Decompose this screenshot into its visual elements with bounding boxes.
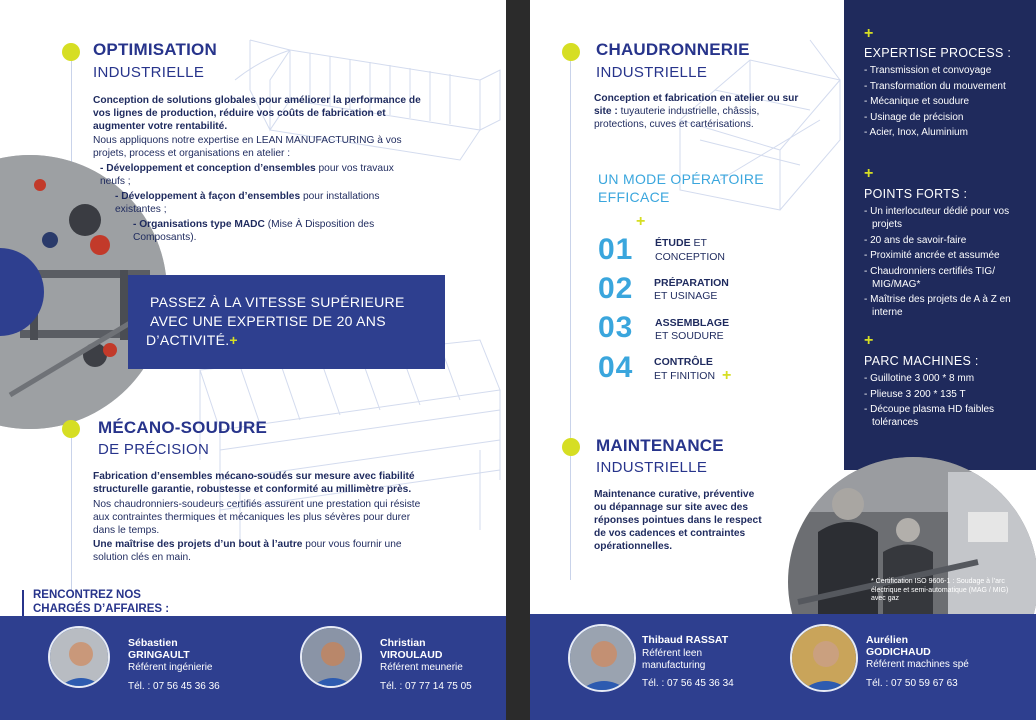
- bullet-1-rest: pour vos travaux neufs ;: [100, 163, 394, 187]
- step-label-secondary: ET USINAGE: [654, 290, 718, 302]
- contacts-heading-line-1: RENCONTREZ NOS: [33, 589, 141, 601]
- mode-title: UN MODE OPÉRATOIRE: [598, 171, 764, 187]
- maintenance-subtitle: INDUSTRIELLE: [596, 459, 708, 476]
- bullet-3-bold: - Organisations type MADC: [133, 219, 265, 230]
- list-item: - Usinage de précision: [864, 111, 964, 123]
- sidebar-heading-expertise: EXPERTISE PROCESS :: [864, 46, 1012, 60]
- contacts-heading-line-2: CHARGÉS D’AFFAIRES :: [33, 603, 170, 615]
- list-item: - Acier, Inox, Aluminium: [864, 127, 968, 138]
- mecano-paragraph-2: Nos chaudronniers-soudeurs certifiés assurent une prestation qui résiste aux contraintes thermiques et mécaniques les plus sévères pour durer dans le temps.: [93, 499, 421, 536]
- banner-line-3-text: D’ACTIVITÉ.: [146, 332, 230, 348]
- contact-phone[interactable]: Tél. : 07 56 45 36 36: [128, 681, 220, 692]
- banner-line-3: [146, 332, 238, 348]
- step-label-secondary: ET FINITION: [654, 370, 716, 382]
- bullet-2-rest: pour installations existantes ;: [115, 191, 380, 215]
- list-item: - 20 ans de savoir-faire: [864, 234, 967, 246]
- optimisation-subtitle: INDUSTRIELLE: [93, 64, 205, 81]
- step-label-rest: ET: [690, 237, 707, 249]
- footnote-backdrop: [865, 572, 1036, 614]
- brochure-page-left: [0, 0, 506, 720]
- optimisation-intro: Nous appliquons notre expertise en LEAN MANUFACTURING à vos projets, process et organisations en atelier :: [93, 135, 402, 159]
- chaudronnerie-text-rest: tuyauterie industrielle, châssis, protections, cuves et cartérisations.: [594, 106, 760, 130]
- contact-role: Référent meunerie: [380, 662, 463, 673]
- list-item: - Proximité ancrée et assumée: [864, 250, 1000, 261]
- banner-line-2: AVEC UNE EXPERTISE DE 20 ANS: [150, 313, 386, 329]
- contact-last-name: GRINGAULT: [128, 649, 190, 661]
- section-bullet-dot: [562, 43, 580, 61]
- sidebar-list-points-forts: [864, 205, 1034, 322]
- contact-phone[interactable]: Tél. : 07 56 45 36 34: [642, 678, 734, 689]
- contact-phone[interactable]: Tél. : 07 77 14 75 05: [380, 681, 472, 692]
- bullet-3-rest: (Mise À Disposition des Composants).: [133, 219, 375, 243]
- avatar-sebastien: [48, 626, 110, 688]
- list-item: - Plieuse 3 200 * 135 T: [864, 388, 966, 400]
- bullet-1-bold: - Développement et conception d’ensembles: [100, 163, 316, 174]
- contact-role-line-1: Référent leen: [642, 648, 703, 659]
- optimisation-bullet-2: [115, 190, 415, 216]
- banner-line-1: PASSEZ À LA VITESSE SUPÉRIEURE: [150, 294, 405, 310]
- contact-role: Référent ingénierie: [128, 662, 213, 673]
- brochure-page-right: [530, 0, 1036, 720]
- step-label-primary: ASSEMBLAGE: [655, 317, 730, 329]
- list-item: - Transmission et convoyage: [864, 65, 992, 76]
- decorative-vertical-line: [570, 60, 571, 580]
- mecano-p3-rest: pour vous fournir une solution clés en main.: [93, 539, 402, 563]
- contact-phone[interactable]: Tél. : 07 50 59 67 63: [866, 678, 958, 689]
- step-label-primary: PRÉPARATION: [654, 277, 729, 289]
- list-item: - Transformation du mouvement: [864, 80, 1006, 92]
- list-item: - Chaudronniers certifiés TIG/ MIG/MAG*: [864, 265, 995, 290]
- optimisation-bullet-1: [100, 162, 420, 188]
- mecano-paragraph-1: Fabrication d’ensembles mécano-soudés sur mesure avec fiabilité structurelle garantie, robustesse et conformité au millimètre près.: [93, 471, 415, 495]
- section-bullet-dot: [62, 43, 80, 61]
- step-label-secondary: ET SOUDURE: [655, 330, 724, 342]
- contact-first-name: Aurélien: [866, 634, 909, 646]
- contact-first-name: Sébastien: [128, 637, 178, 649]
- plus-icon: +: [722, 367, 732, 384]
- avatar-christian: [300, 626, 362, 688]
- mecano-p3-bold: Une maîtrise des projets d’un bout à l’autre: [93, 539, 303, 550]
- avatar-aurelien: [790, 624, 858, 692]
- step-label-bold: ÉTUDE: [655, 237, 691, 249]
- plus-icon: +: [864, 25, 874, 42]
- contact-first-name: Christian: [380, 637, 426, 649]
- list-item: - Guillotine 3 000 * 8 mm: [864, 373, 975, 384]
- sidebar-list-expertise: [864, 64, 1034, 142]
- maintenance-text: Maintenance curative, préventive ou dépannage sur site avec des réponses pointues dans le respect de vos cadences et contraintes opérationnelles.: [594, 489, 762, 552]
- contact-last-name: VIROULAUD: [380, 649, 443, 661]
- chaudronnerie-title: CHAUDRONNERIE: [596, 40, 750, 59]
- maintenance-title: MAINTENANCE: [596, 436, 724, 455]
- step-number: 01: [598, 233, 634, 266]
- list-item: - Mécanique et soudure: [864, 96, 970, 107]
- step-label-primary: [655, 237, 707, 249]
- plus-icon: +: [864, 332, 874, 349]
- step-label-primary: CONTRÔLE: [654, 356, 713, 368]
- bullet-2-bold: - Développement à façon d’ensembles: [115, 191, 301, 202]
- sidebar-heading-parc-machines: PARC MACHINES :: [864, 354, 979, 368]
- contact-full-name: Thibaud RASSAT: [642, 634, 729, 646]
- plus-icon: +: [229, 332, 238, 348]
- list-item: - Découpe plasma HD faibles tolérances: [864, 404, 995, 428]
- plus-icon: +: [864, 165, 874, 182]
- list-item: - Maîtrise des projets de A à Z en interne: [864, 294, 1011, 318]
- mode-subtitle: EFFICACE: [598, 189, 670, 205]
- list-item: - Un interlocuteur dédié pour vos projets: [864, 206, 1010, 230]
- optimisation-title: OPTIMISATION: [93, 40, 217, 59]
- contacts-heading-rule: [22, 590, 24, 616]
- avatar-thibaud: [568, 624, 636, 692]
- sidebar-heading-points-forts: POINTS FORTS :: [864, 187, 968, 201]
- optimisation-bullet-3: [133, 218, 413, 244]
- certification-footnote: * Certification ISO 9606-1 : Soudage à l’arc électrique et semi-automatique (MAG / MIG) avec gaz: [871, 578, 1009, 602]
- optimisation-intro-bold: Conception de solutions globales pour améliorer la performance de vos lignes de production, réduire vos coûts de fabrication et augmenter votre rentabilité.: [93, 95, 421, 132]
- section-bullet-dot: [62, 420, 80, 438]
- chaudronnerie-subtitle: INDUSTRIELLE: [596, 64, 708, 81]
- mecano-paragraph-3: [93, 538, 428, 564]
- section-bullet-dot: [562, 438, 580, 456]
- contact-role-line-2: manufacturing: [642, 660, 706, 671]
- chaudronnerie-text-bold: Conception et fabrication en atelier ou sur site :: [594, 93, 799, 117]
- step-label-secondary: CONCEPTION: [655, 251, 726, 263]
- contact-last-name: GODICHAUD: [866, 646, 931, 658]
- plus-icon: +: [636, 213, 646, 230]
- step-number: 02: [598, 272, 634, 305]
- chaudronnerie-text: [594, 92, 809, 131]
- step-number: 03: [598, 311, 634, 344]
- mecano-subtitle: DE PRÉCISION: [98, 441, 210, 458]
- step-number: 04: [598, 351, 634, 384]
- contact-role: Référent machines spé: [866, 659, 969, 670]
- expertise-sidebar: [844, 0, 1036, 470]
- sidebar-list-parc-machines: [864, 372, 1034, 432]
- mecano-title: MÉCANO-SOUDURE: [98, 418, 268, 437]
